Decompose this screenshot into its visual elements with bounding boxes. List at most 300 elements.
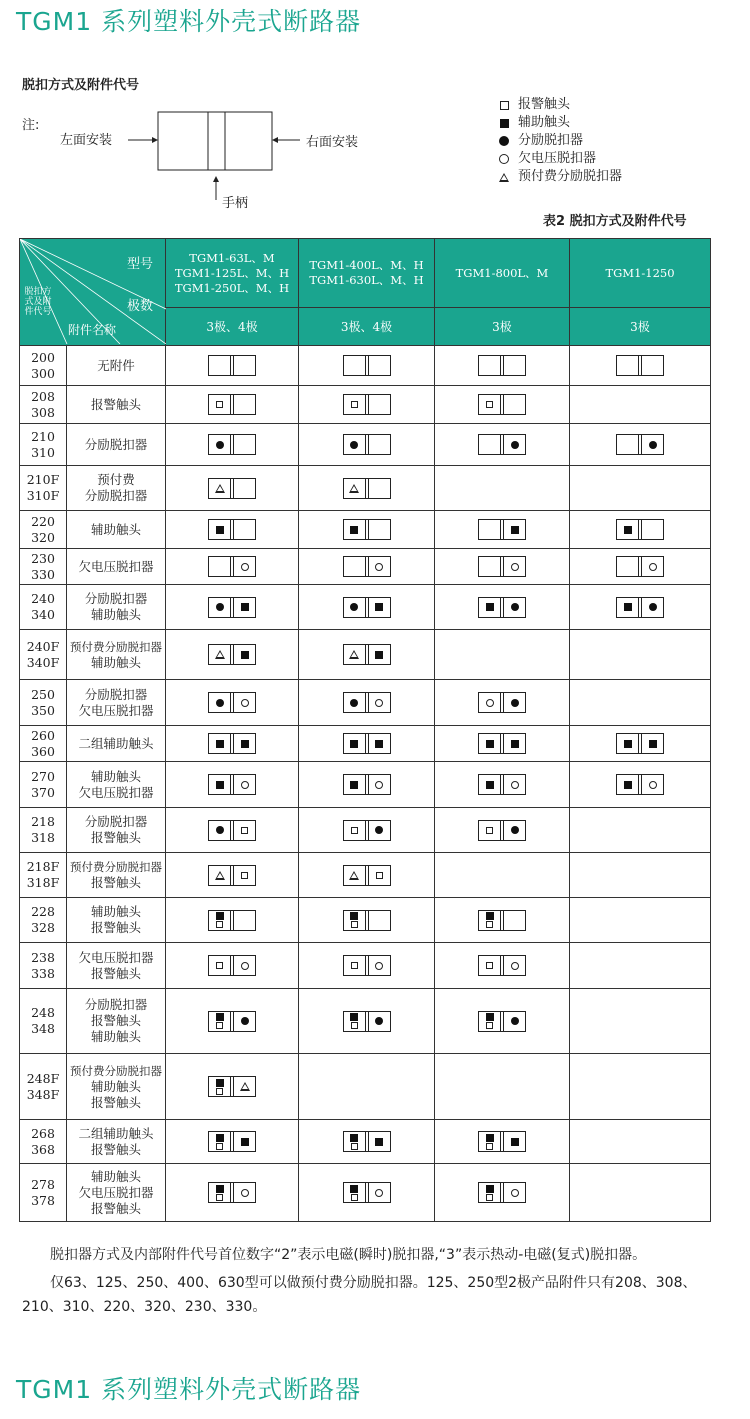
- symbol-cell: [166, 549, 299, 585]
- symbol-cell: [299, 466, 435, 511]
- accessory-name: 预付费分励脱扣器: [70, 860, 162, 874]
- symbol-cell: [435, 585, 570, 630]
- code-value: 350: [31, 702, 55, 718]
- accessory-name: 欠电压脱扣器: [78, 1184, 154, 1200]
- accessory-name: 二组辅助触头: [78, 1125, 154, 1141]
- square-filled-icon: [486, 1185, 494, 1193]
- accessory-symbol: [478, 556, 526, 577]
- accessory-symbol: [478, 1011, 526, 1032]
- symbol-cell: [570, 1120, 711, 1164]
- square-outline-icon: [351, 1143, 358, 1150]
- arrow-up-icon: [213, 176, 219, 182]
- square-filled-icon: [216, 912, 224, 920]
- symbol-cell: [166, 630, 299, 680]
- code-value: 218: [31, 814, 55, 829]
- square-outline-icon: [486, 827, 493, 834]
- symbol-cell: [435, 680, 570, 726]
- circle-outline-icon: [511, 781, 519, 789]
- code-value: 240F: [26, 638, 60, 654]
- footnote: [22, 1243, 710, 1323]
- symbol-cell: [570, 346, 711, 386]
- accessory-symbol: [208, 910, 256, 931]
- code-cell: [20, 808, 67, 853]
- symbol-cell: [299, 853, 435, 898]
- accessory-symbol: [478, 692, 526, 713]
- code-value: 340: [31, 607, 55, 622]
- table-row: [20, 1054, 711, 1120]
- footnote-line-1: 脱扣器方式及内部附件代号首位数字“2”表示电磁(瞬时)脱扣器,“3”表示热动-电磁(复式)脱扣器。: [50, 1247, 647, 1263]
- dot-filled-icon: [511, 603, 519, 611]
- accessory-label: 附件名称: [68, 323, 117, 337]
- table-row: [20, 853, 711, 898]
- accessory-symbol: [478, 820, 526, 841]
- code-value: 228: [31, 904, 55, 919]
- circle-outline-icon: [486, 699, 494, 707]
- installation-diagram: [60, 100, 400, 220]
- dot-filled-icon: [375, 826, 383, 834]
- code-cell: [20, 386, 67, 424]
- table-caption: 表2 脱扣方式及附件代号: [543, 214, 687, 229]
- dot-filled-icon: [241, 1017, 249, 1025]
- square-filled-icon: [375, 740, 383, 748]
- header-diagonal-cell: [20, 239, 166, 346]
- symbol-cell: [299, 762, 435, 808]
- symbol-cell: [166, 726, 299, 762]
- square-outline-icon: [486, 1143, 493, 1150]
- symbol-cell: [166, 585, 299, 630]
- code-value: 310F: [26, 488, 60, 503]
- accessory-name-cell: [67, 898, 166, 943]
- symbol-cell: [570, 585, 711, 630]
- model-name: TGM1-63L、M: [189, 250, 275, 265]
- circle-outline-icon: [241, 1189, 249, 1197]
- square-outline-icon: [486, 962, 493, 969]
- code-value: 340F: [26, 654, 60, 670]
- right-install-label: 右面安装: [306, 135, 359, 150]
- dot-filled-icon: [375, 1017, 383, 1025]
- legend-item: [496, 96, 622, 114]
- square-filled-icon: [624, 603, 632, 611]
- legend-item: [496, 132, 622, 150]
- circle-outline-icon: [499, 154, 509, 164]
- circle-outline-icon: [511, 1189, 519, 1197]
- square-outline-icon: [241, 827, 248, 834]
- accessory-name: 辅助触头: [90, 521, 141, 537]
- square-filled-icon: [216, 1013, 224, 1021]
- accessory-symbol: [208, 955, 256, 976]
- accessory-symbol: [343, 910, 391, 931]
- code-value: 238: [31, 949, 55, 965]
- code-value: 348: [31, 1021, 55, 1036]
- code-cell: [20, 853, 67, 898]
- table-row: [20, 1164, 711, 1222]
- accessory-name: 欠电压脱扣器: [78, 949, 154, 965]
- accessory-symbol: [343, 478, 391, 499]
- model-name: TGM1-630L、M、H: [309, 273, 424, 287]
- accessory-symbol: [478, 733, 526, 754]
- model-label: 型号: [126, 257, 153, 272]
- symbol-cell: [435, 1164, 570, 1222]
- square-filled-icon: [486, 603, 494, 611]
- accessory-symbol: [208, 394, 256, 415]
- symbol-cell: [435, 808, 570, 853]
- triangle-outline-icon: [349, 650, 359, 659]
- symbol-cell: [166, 808, 299, 853]
- poles-col-2: 3极、4极: [299, 308, 435, 346]
- symbol-cell: [435, 943, 570, 989]
- accessory-name: 欠电压脱扣器: [78, 558, 154, 574]
- symbol-cell: [166, 680, 299, 726]
- square-filled-icon: [241, 651, 249, 659]
- accessory-name: 无附件: [97, 357, 135, 373]
- square-filled-icon: [241, 740, 249, 748]
- square-outline-icon: [500, 101, 509, 110]
- accessory-symbol: [343, 644, 391, 665]
- symbol-cell: [166, 898, 299, 943]
- accessory-symbol: [208, 820, 256, 841]
- accessory-symbol: [343, 597, 391, 618]
- accessory-symbol: [616, 434, 664, 455]
- accessory-name: 辅助触头: [90, 1029, 141, 1044]
- code-value: 370: [31, 784, 55, 800]
- symbol-cell: [570, 549, 711, 585]
- symbol-cell: [570, 466, 711, 511]
- dot-filled-icon: [216, 441, 224, 449]
- symbol-cell: [166, 1120, 299, 1164]
- symbol-cell: [435, 898, 570, 943]
- accessory-symbol: [343, 1011, 391, 1032]
- table-row: [20, 386, 711, 424]
- accessory-symbol: [208, 355, 256, 376]
- accessory-name: 二组辅助触头: [78, 735, 154, 751]
- square-filled-icon: [241, 1138, 249, 1146]
- accessory-symbol: [478, 355, 526, 376]
- square-outline-icon: [351, 921, 358, 928]
- square-filled-icon: [511, 1138, 519, 1146]
- accessory-name: 预付费分励脱扣器: [70, 639, 162, 654]
- code-value: 248: [31, 1005, 55, 1020]
- code-value: 328: [31, 920, 55, 935]
- circle-outline-icon: [511, 563, 519, 571]
- symbol-cell: [570, 511, 711, 549]
- accessory-name-cell: [67, 1164, 166, 1222]
- code-cell: [20, 898, 67, 943]
- square-filled-icon: [624, 526, 632, 534]
- symbol-cell: [299, 808, 435, 853]
- symbol-cell: [435, 726, 570, 762]
- square-filled-icon: [486, 912, 494, 920]
- square-filled-icon: [241, 603, 249, 611]
- symbol-cell: [166, 386, 299, 424]
- arrow-left-icon: [272, 137, 278, 143]
- accessory-symbol: [616, 597, 664, 618]
- triangle-outline-icon: [215, 650, 225, 659]
- code-cell: [20, 943, 67, 989]
- code-value: 240: [31, 591, 55, 606]
- symbol-cell: [435, 549, 570, 585]
- accessory-symbol: [478, 955, 526, 976]
- code-value: 220: [31, 513, 55, 529]
- dot-filled-icon: [350, 441, 358, 449]
- code-value: 248F: [26, 1070, 60, 1086]
- symbol-cell: [570, 762, 711, 808]
- accessory-symbol: [343, 556, 391, 577]
- dot-filled-icon: [511, 441, 519, 449]
- accessory-symbol: [343, 774, 391, 795]
- accessory-symbol: [343, 692, 391, 713]
- accessory-name-cell: [67, 630, 166, 680]
- table-body: [20, 346, 711, 1222]
- accessory-symbol: [343, 1131, 391, 1152]
- code-value: 300: [31, 365, 55, 381]
- legend-label: 分励脱扣器: [518, 133, 584, 148]
- accessory-name-cell: [67, 1054, 166, 1120]
- accessory-symbol: [208, 644, 256, 665]
- table-row: [20, 630, 711, 680]
- accessory-name: 报警触头: [90, 1013, 141, 1028]
- accessory-symbol: [208, 1182, 256, 1203]
- dot-filled-icon: [216, 826, 224, 834]
- accessory-name-cell: [67, 585, 166, 630]
- code-value: 278: [31, 1176, 55, 1192]
- circle-outline-icon: [649, 781, 657, 789]
- code-value: 330: [31, 566, 55, 582]
- accessory-symbol: [616, 355, 664, 376]
- accessory-name-cell: [67, 511, 166, 549]
- square-filled-icon: [511, 526, 519, 534]
- circle-outline-icon: [649, 563, 657, 571]
- symbol-cell: [435, 424, 570, 466]
- accessory-symbol: [343, 820, 391, 841]
- symbol-cell: [570, 808, 711, 853]
- circle-outline-icon: [241, 699, 249, 707]
- handle-label: 手柄: [222, 196, 249, 211]
- model-name: TGM1-400L、M、H: [309, 258, 424, 272]
- square-outline-icon: [351, 827, 358, 834]
- accessory-name: 分励脱扣器: [84, 686, 148, 702]
- code-value: 250: [31, 686, 55, 702]
- accessory-symbol: [616, 733, 664, 754]
- dot-filled-icon: [216, 699, 224, 707]
- accessory-symbol: [208, 1011, 256, 1032]
- section-heading: 脱扣方式及附件代号: [22, 78, 140, 93]
- table-row: [20, 762, 711, 808]
- symbol-cell: [435, 1054, 570, 1120]
- accessory-symbol: [343, 394, 391, 415]
- dot-filled-icon: [649, 441, 657, 449]
- note-label: 注:: [22, 118, 40, 133]
- square-filled-icon: [216, 1134, 224, 1142]
- left-install-label: 左面安装: [60, 133, 113, 148]
- accessory-name-cell: [67, 346, 166, 386]
- table-row: [20, 726, 711, 762]
- accessory-symbol: [208, 733, 256, 754]
- accessory-name: 报警触头: [90, 1094, 141, 1110]
- square-filled-icon: [375, 1138, 383, 1146]
- page-title: TGM1 系列塑料外壳式断路器: [16, 7, 362, 36]
- symbol-cell: [435, 989, 570, 1054]
- accessory-symbol: [478, 519, 526, 540]
- code-value: 338: [31, 965, 55, 981]
- accessory-name-cell: [67, 989, 166, 1054]
- accessory-name: 报警触头: [90, 830, 141, 845]
- accessory-name: 报警触头: [90, 1141, 141, 1157]
- accessory-name: 辅助触头: [90, 1078, 141, 1094]
- square-filled-icon: [350, 1134, 358, 1142]
- triangle-outline-icon: [349, 484, 359, 493]
- code-cell: [20, 1054, 67, 1120]
- square-filled-icon: [624, 740, 632, 748]
- square-filled-icon: [350, 1013, 358, 1021]
- square-outline-icon: [486, 401, 493, 408]
- accessory-name-cell: [67, 386, 166, 424]
- table-row: [20, 898, 711, 943]
- symbol-cell: [570, 898, 711, 943]
- accessory-name: 报警触头: [90, 965, 141, 981]
- code-value: 378: [31, 1192, 55, 1208]
- accessory-name: 报警触头: [90, 1200, 141, 1216]
- square-outline-icon: [351, 1194, 358, 1201]
- code-value: 260: [31, 727, 55, 743]
- dot-filled-icon: [350, 699, 358, 707]
- symbol-cell: [435, 346, 570, 386]
- code-value: 360: [31, 743, 55, 759]
- symbol-cell: [166, 346, 299, 386]
- square-outline-icon: [216, 1022, 223, 1029]
- accessory-name: 辅助触头: [90, 904, 141, 919]
- accessory-name-cell: [67, 680, 166, 726]
- square-filled-icon: [216, 781, 224, 789]
- accessory-symbol: [208, 774, 256, 795]
- accessory-name: 预付费: [97, 472, 135, 487]
- code-cell: [20, 346, 67, 386]
- triangle-outline-icon: [240, 1082, 250, 1091]
- square-filled-icon: [375, 603, 383, 611]
- accessory-symbol: [343, 355, 391, 376]
- accessory-name: 分励脱扣器: [84, 436, 148, 452]
- accessory-name-cell: [67, 726, 166, 762]
- accessory-symbol: [208, 692, 256, 713]
- accessory-symbol: [208, 1131, 256, 1152]
- code-value: 318: [31, 830, 55, 845]
- model-name: TGM1-800L、M: [455, 265, 549, 280]
- circle-outline-icon: [241, 781, 249, 789]
- accessory-name: 分励脱扣器: [84, 488, 148, 503]
- model-col-1: [166, 239, 299, 308]
- accessory-symbol: [208, 597, 256, 618]
- symbol-cell: [299, 346, 435, 386]
- table-row: [20, 989, 711, 1054]
- circle-outline-icon: [375, 962, 383, 970]
- square-outline-icon: [216, 921, 223, 928]
- square-outline-icon: [241, 872, 248, 879]
- circle-outline-icon: [375, 781, 383, 789]
- accessory-symbol: [616, 774, 664, 795]
- dot-filled-icon: [511, 826, 519, 834]
- table-row: [20, 585, 711, 630]
- square-outline-icon: [216, 401, 223, 408]
- square-filled-icon: [486, 1013, 494, 1021]
- footer-title: TGM1 系列塑料外壳式断路器: [16, 1375, 362, 1404]
- model-col-4: [570, 239, 711, 308]
- symbol-cell: [299, 989, 435, 1054]
- symbol-cell: [570, 1054, 711, 1120]
- legend-label: 报警触头: [518, 97, 571, 112]
- accessory-symbol: [343, 519, 391, 540]
- code-cell: [20, 762, 67, 808]
- symbol-cell: [570, 386, 711, 424]
- accessory-name: 分励脱扣器: [84, 814, 148, 829]
- square-filled-icon: [216, 740, 224, 748]
- accessory-name: 辅助触头: [90, 607, 141, 622]
- square-filled-icon: [216, 1185, 224, 1193]
- square-outline-icon: [486, 921, 493, 928]
- legend-item: [496, 168, 622, 186]
- square-filled-icon: [486, 1134, 494, 1142]
- symbol-cell: [299, 680, 435, 726]
- square-filled-icon: [216, 1079, 224, 1087]
- legend-label: 欠电压脱扣器: [518, 151, 597, 166]
- accessory-symbol: [478, 1131, 526, 1152]
- square-outline-icon: [376, 872, 383, 879]
- code-value: 308: [31, 404, 55, 420]
- triangle-outline-icon: [499, 173, 509, 182]
- table-row: [20, 943, 711, 989]
- symbol-cell: [299, 511, 435, 549]
- square-filled-icon: [500, 119, 509, 128]
- dot-filled-icon: [216, 603, 224, 611]
- accessory-name-cell: [67, 943, 166, 989]
- poles-col-4: 3极: [570, 308, 711, 346]
- legend-item: [496, 150, 622, 168]
- accessory-symbol: [343, 733, 391, 754]
- code-value: 318F: [26, 875, 60, 890]
- dot-filled-icon: [350, 603, 358, 611]
- code-cell: [20, 989, 67, 1054]
- symbol-cell: [166, 943, 299, 989]
- circle-outline-icon: [241, 563, 249, 571]
- square-filled-icon: [486, 740, 494, 748]
- model-name: TGM1-1250: [605, 265, 675, 280]
- circle-outline-icon: [511, 962, 519, 970]
- table-row: [20, 549, 711, 585]
- accessory-symbol: [478, 1182, 526, 1203]
- symbol-cell: [570, 680, 711, 726]
- accessory-symbol: [478, 597, 526, 618]
- code-label: 脱扣方式及附件代号: [24, 287, 52, 317]
- code-cell: [20, 726, 67, 762]
- accessory-name: 辅助触头: [90, 654, 141, 670]
- code-cell: [20, 585, 67, 630]
- square-outline-icon: [351, 401, 358, 408]
- code-value: 230: [31, 550, 55, 566]
- square-filled-icon: [350, 912, 358, 920]
- accessory-symbol: [343, 1182, 391, 1203]
- square-outline-icon: [351, 962, 358, 969]
- dot-filled-icon: [511, 699, 519, 707]
- code-cell: [20, 549, 67, 585]
- dot-filled-icon: [499, 136, 509, 146]
- accessory-symbol: [478, 434, 526, 455]
- symbol-cell: [299, 549, 435, 585]
- symbol-cell: [166, 1164, 299, 1222]
- model-name: TGM1-250L、M、H: [174, 280, 290, 295]
- accessory-symbol: [343, 434, 391, 455]
- symbol-cell: [299, 726, 435, 762]
- table-row: [20, 466, 711, 511]
- code-value: 348F: [26, 1086, 60, 1102]
- symbol-cell: [435, 630, 570, 680]
